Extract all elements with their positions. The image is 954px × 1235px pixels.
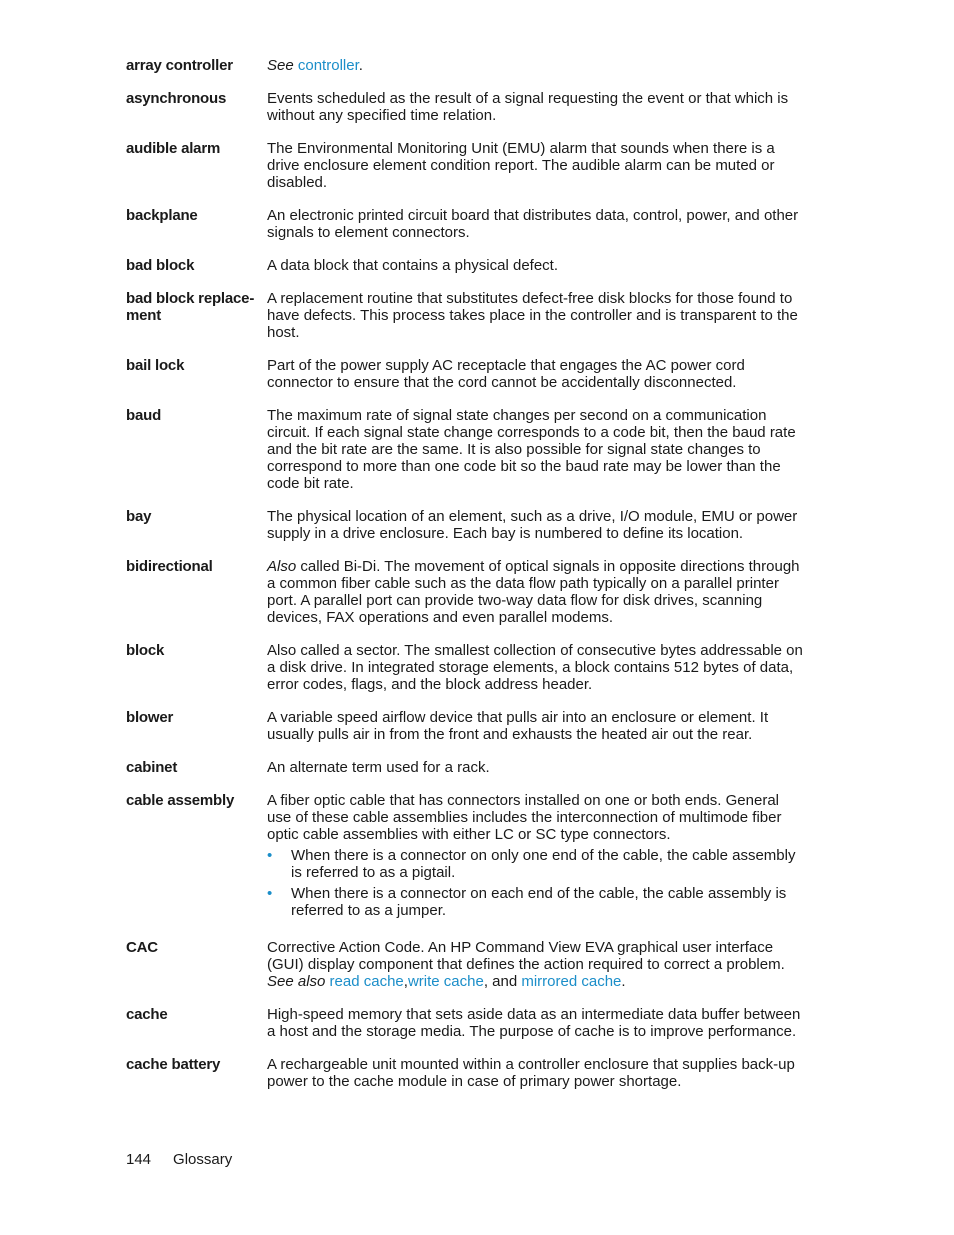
glossary-entry: [126, 407, 816, 492]
glossary-definition: Corrective Action Code. An HP Command View EVA graphical user interface (GUI) display component that defines the action required to correct a problem. See also read cache,write cache, and mirrored cache.: [267, 939, 785, 990]
glossary-definition: Also called Bi-Di. The movement of optical signals in opposite directions through a common fiber cable such as the data flow path typically on a parallel printer port. A parallel port can provide two-way data flow for disk drives, scanning devices, FAX operations and even parallel modems.: [267, 558, 800, 626]
glossary-definition: A rechargeable unit mounted within a controller enclosure that supplies back-up power to the cache module in case of primary power shortage.: [267, 1056, 795, 1090]
glossary-entry: [126, 759, 816, 776]
glossary-definition: A data block that contains a physical defect.: [267, 257, 559, 274]
glossary-list: [126, 57, 816, 1106]
glossary-term: block: [126, 642, 165, 659]
write-cache-link[interactable]: write cache: [407, 973, 484, 990]
mirrored-cache-link[interactable]: mirrored cache: [521, 973, 622, 990]
glossary-term: cable assembly: [126, 792, 235, 809]
glossary-term: baud: [126, 407, 162, 424]
glossary-definition: See controller.: [267, 57, 363, 74]
glossary-definition: Part of the power supply AC receptacle that engages the AC power cord connector to ensure that the cord cannot be accidentally disconnected.: [267, 357, 745, 391]
glossary-term: cabinet: [126, 759, 178, 776]
bullet-icon: •: [267, 847, 273, 864]
list-item: • When there is a connector on only one end of the cable, the cable assembly is referred to as a pigtail.: [267, 847, 796, 881]
page-number: 144: [126, 1151, 152, 1168]
glossary-term: cache battery: [126, 1056, 221, 1073]
glossary-entry: [126, 558, 816, 626]
glossary-entry: [126, 90, 816, 124]
glossary-definition: A fiber optic cable that has connectors installed on one or both ends. General use of these cable assemblies includes the interconnection of multimode fiber optic cable assemblies with either LC or SC type connectors. • When there is a connector on only one end of the cable, the cable assembly is referred to as a pigtail. • When there is a connector on each end of the cable, the cable assembly is referred to as a jumper.: [267, 792, 807, 923]
glossary-term: CAC: [126, 939, 158, 956]
glossary-term: cache: [126, 1006, 168, 1023]
glossary-definition: An alternate term used for a rack.: [267, 759, 490, 776]
glossary-term: bay: [126, 508, 152, 525]
glossary-entry: [126, 257, 816, 274]
glossary-entry: [126, 508, 816, 542]
glossary-term: blower: [126, 709, 174, 726]
glossary-entry: [126, 792, 816, 923]
glossary-entry: [126, 290, 816, 341]
glossary-definition: Events scheduled as the result of a signal requesting the event or that which is without any specified time relation.: [267, 90, 789, 124]
section-name: Glossary: [173, 1151, 233, 1168]
glossary-entry: [126, 207, 816, 241]
glossary-entry: [126, 357, 816, 391]
glossary-term: bidirectional: [126, 558, 213, 575]
glossary-entry: [126, 1006, 816, 1040]
glossary-term: bail lock: [126, 357, 185, 374]
glossary-term: audible alarm: [126, 140, 221, 157]
glossary-term: asynchronous: [126, 90, 227, 107]
glossary-entry: [126, 642, 816, 693]
bullet-icon: •: [267, 885, 273, 902]
glossary-definition: The maximum rate of signal state changes per second on a communication circuit. If each signal state change corresponds to a code bit, then the baud rate and the bit rate are the same. It is also possible for signal state changes to correspond to more than one code bit so the baud rate may be lower than the code bit rate.: [267, 407, 796, 492]
glossary-definition: Also called a sector. The smallest collection of consecutive bytes addressable on a disk drive. In integrated storage elements, a block contains 512 bytes of data, error codes, flags, and the block address header.: [267, 642, 803, 693]
glossary-definition: A replacement routine that substitutes defect-free disk blocks for those found to have defects. This process takes place in the controller and is transparent to the host.: [267, 290, 798, 341]
glossary-entry: [126, 1056, 816, 1090]
glossary-entry: [126, 939, 816, 990]
glossary-definition: A variable speed airflow device that pulls air into an enclosure or element. It usually pulls air in from the front and exhausts the heated air out the rear.: [267, 709, 769, 743]
see-also-label: See also: [267, 973, 326, 990]
list-item: • When there is a connector on each end of the cable, the cable assembly is referred to as a jumper.: [267, 885, 787, 919]
also-label: Also: [267, 558, 297, 575]
glossary-entry: [126, 140, 816, 191]
glossary-entry: [126, 57, 816, 74]
glossary-entry: [126, 709, 816, 743]
glossary-term: array controller: [126, 57, 233, 74]
page-footer: [126, 1151, 232, 1168]
glossary-definition: The Environmental Monitoring Unit (EMU) alarm that sounds when there is a drive enclosure element condition report. The audible alarm can be muted or disabled.: [267, 140, 775, 191]
glossary-term: bad block: [126, 257, 195, 274]
glossary-definition: The physical location of an element, such as a drive, I/O module, EMU or power supply in a drive enclosure. Each bay is numbered to define its location.: [267, 508, 798, 542]
glossary-definition: An electronic printed circuit board that distributes data, control, power, and other signals to element connectors.: [267, 207, 799, 241]
see-label: See: [267, 57, 294, 74]
glossary-term: bad block replace- ment: [126, 290, 255, 324]
controller-link[interactable]: controller: [297, 57, 359, 74]
glossary-term: backplane: [126, 207, 198, 224]
bullet-list: [267, 847, 807, 919]
glossary-definition: High-speed memory that sets aside data as an intermediate data buffer between a host and the storage media. The purpose of cache is to improve performance.: [267, 1006, 801, 1040]
read-cache-link[interactable]: read cache: [329, 973, 404, 990]
